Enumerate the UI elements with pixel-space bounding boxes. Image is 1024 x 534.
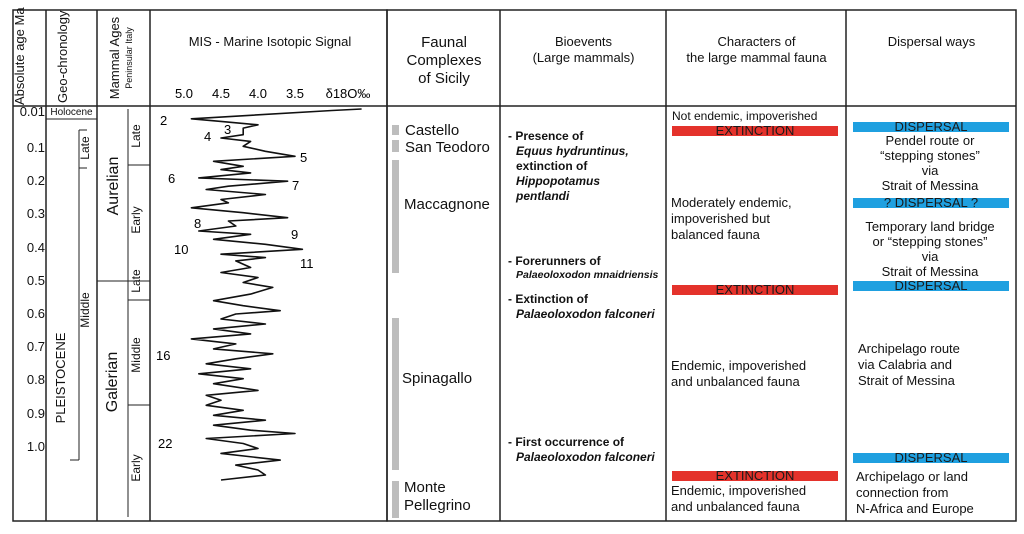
monte-label: Monte <box>404 479 446 496</box>
mis-stage-label: 9 <box>291 227 299 242</box>
extinction-label-3: EXTINCTION <box>715 468 795 483</box>
aurelian-label: Aurelian <box>105 156 122 216</box>
mis-header: MIS - Marine Isotopic Signal <box>188 34 352 49</box>
age-tick-label: 0.9 <box>26 405 45 421</box>
extinction-label-1: EXTINCTION <box>715 123 795 138</box>
dispersal-land-connection <box>856 469 974 517</box>
mammal-late-galerian-label: Late <box>129 269 143 293</box>
bioevent-forerunners-line-1: - Forerunners of <box>508 254 601 268</box>
bioevent-equus <box>508 129 629 204</box>
dispersal-pendel-line-1: Pendel route or <box>885 133 975 148</box>
maccagnone-label: Maccagnone <box>404 196 490 213</box>
mis-stage-label: 3 <box>224 122 232 137</box>
character-endemic-1-line-1: Endemic, impoverished <box>671 358 807 373</box>
faunal-header-line-1: Faunal <box>421 34 467 51</box>
dispersal-label-1: DISPERSAL <box>894 119 968 134</box>
character-endemic-2-line-2: and unbalanced fauna <box>671 499 800 514</box>
mis-stage-label: 7 <box>292 178 300 193</box>
mis-stage-label: 10 <box>174 242 189 257</box>
faunal-header-line-2: Complexes <box>406 52 482 69</box>
dispersal-connection-line-3: N-Africa and Europe <box>856 501 974 516</box>
bioevents-header-line-1: Bioevents <box>554 34 613 49</box>
dispersal-archipelago-line-1: Archipelago route <box>858 341 960 356</box>
dispersal-bridge-line-1: Temporary land bridge <box>865 219 995 234</box>
dispersal-archipelago-line-3: Strait of Messina <box>858 373 955 388</box>
characters-header-line-2: the large mammal fauna <box>686 50 827 65</box>
mis-stage-label: 8 <box>194 216 202 231</box>
age-tick-label: 0.1 <box>26 140 45 155</box>
faunal-bar-castello <box>392 125 399 135</box>
bioevent-forerunners-line-2: Palaeoloxodon mnaidriensis <box>516 269 659 281</box>
castello-label: Castello <box>405 122 460 139</box>
isotope-tick-label: 4.0 <box>248 86 268 101</box>
character-moderately-line-3: balanced fauna <box>671 227 760 242</box>
character-moderately-line-2: impoverished but <box>671 211 770 226</box>
mis-stage-label: 2 <box>160 113 168 128</box>
bioevent-equus-line-4: Hippopotamus <box>516 174 600 188</box>
bioevent-extinction-line-2: Palaeoloxodon falconeri <box>516 307 655 321</box>
dispersal-header: Dispersal ways <box>887 34 976 49</box>
age-tick-label: 0.2 <box>26 173 45 189</box>
isotope-tick-label: 3.5 <box>285 86 305 101</box>
age-tick-label: 0.6 <box>26 306 45 321</box>
dispersal-pendel-line-2: “stepping stones” <box>880 148 980 163</box>
dispersal-archipelago-line-2: via Calabria and <box>858 357 952 372</box>
dispersal-land-bridge <box>848 219 1012 279</box>
dispersal-bridge-line-2: or “stepping stones” <box>872 234 988 249</box>
mammal-middle-galerian-label: Middle <box>129 337 143 373</box>
bioevent-equus-line-2: Equus hydruntinus, <box>516 144 629 158</box>
character-endemic-2-line-1: Endemic, impoverished <box>671 483 807 498</box>
bioevent-extinction-line-1: - Extinction of <box>508 292 588 306</box>
dispersal-connection-line-2: connection from <box>856 485 949 500</box>
faunal-bar-san-teodoro <box>392 140 399 152</box>
age-tick-label: 0.7 <box>26 339 45 355</box>
age-tick-label: 0.01 <box>19 104 45 119</box>
dispersal-label-2: ? DISPERSAL ? <box>883 195 979 210</box>
san-teodoro-label: San Teodoro <box>405 139 490 156</box>
dispersal-archipelago-route <box>858 341 960 389</box>
mammal-ages-header-label: Mammal Ages <box>107 16 122 100</box>
character-endemic-1 <box>671 358 806 390</box>
pellegrino-label: Pellegrino <box>404 497 471 514</box>
dispersal-pendel-line-3: via <box>921 163 939 178</box>
bioevent-equus-line-5: pentlandi <box>516 189 570 203</box>
age-tick-label: 0.3 <box>26 206 45 222</box>
galerian-label: Galerian <box>104 351 121 413</box>
mammal-early-aurelian-label: Early <box>129 206 143 234</box>
dispersal-label-3: DISPERSAL <box>894 278 968 293</box>
dispersal-pendel-line-4: Strait of Messina <box>881 178 979 193</box>
character-endemic-1-line-2: and unbalanced fauna <box>671 374 800 389</box>
mammal-ages-header-sub: Peninsular Italy <box>124 27 134 89</box>
age-tick-label: 0.4 <box>26 239 45 255</box>
age-tick-label: 1.0 <box>26 438 45 454</box>
mammal-late-top-label: Late <box>129 124 143 148</box>
isotope-tick-label: 4.5 <box>211 86 231 101</box>
geochronology-header-label: Geo-chronology <box>55 10 70 103</box>
dispersal-bridge-line-4: Strait of Messina <box>881 264 979 279</box>
bioevent-equus-line-3: extinction of <box>516 159 588 173</box>
bioevents-header-line-2: (Large mammals) <box>532 50 635 65</box>
bioevent-first-occurrence <box>508 435 655 465</box>
mammal-early-galerian-label: Early <box>129 454 143 482</box>
character-endemic-2 <box>671 483 806 515</box>
faunal-bar-spinagallo <box>392 318 399 470</box>
extinction-label-2: EXTINCTION <box>715 282 795 297</box>
dispersal-label-4: DISPERSAL <box>894 450 968 465</box>
spinagallo-label: Spinagallo <box>402 370 473 387</box>
mis-stage-label: 5 <box>300 150 308 165</box>
holocene-label: Holocene <box>50 107 93 118</box>
isotope-unit-label: δ18O‰ <box>325 86 371 101</box>
isotope-tick-label: 5.0 <box>174 86 194 101</box>
age-tick-label: 0.5 <box>26 272 45 288</box>
mis-curve-line <box>191 109 361 480</box>
character-moderately-endemic <box>671 195 792 243</box>
dispersal-connection-line-1: Archipelago or land <box>856 469 969 484</box>
mis-stage-label: 16 <box>156 348 171 363</box>
bioevent-first-line-1: - First occurrence of <box>508 435 625 449</box>
mis-stage-label: 4 <box>204 129 212 144</box>
bioevent-first-line-2: Palaeoloxodon falconeri <box>516 450 655 464</box>
character-moderately-line-1: Moderately endemic, <box>671 195 792 210</box>
faunal-header-line-3: of Sicily <box>418 70 470 87</box>
age-tick-label: 0.8 <box>26 372 45 388</box>
geo-late-label: Late <box>78 136 92 160</box>
faunal-bar-maccagnone <box>392 160 399 273</box>
bioevent-equus-line-1: - Presence of <box>508 129 584 143</box>
mis-stage-label: 11 <box>300 256 314 271</box>
geo-middle-label: Middle <box>78 292 92 328</box>
age-header-label: Absolute age Ma <box>12 7 27 105</box>
character-not-endemic: Not endemic, impoverished <box>672 109 818 123</box>
mis-stage-label: 6 <box>168 171 176 186</box>
dispersal-pendel-route <box>848 133 1012 193</box>
faunal-bar-monte-pellegrino <box>392 481 399 518</box>
bioevent-extinction-falconeri <box>508 292 655 322</box>
dispersal-bridge-line-3: via <box>921 249 939 264</box>
characters-header-line-1: Characters of <box>717 34 796 49</box>
bioevent-forerunners <box>508 254 658 282</box>
mis-stage-label: 22 <box>158 436 173 451</box>
pleistocene-label: PLEISTOCENE <box>53 332 68 424</box>
